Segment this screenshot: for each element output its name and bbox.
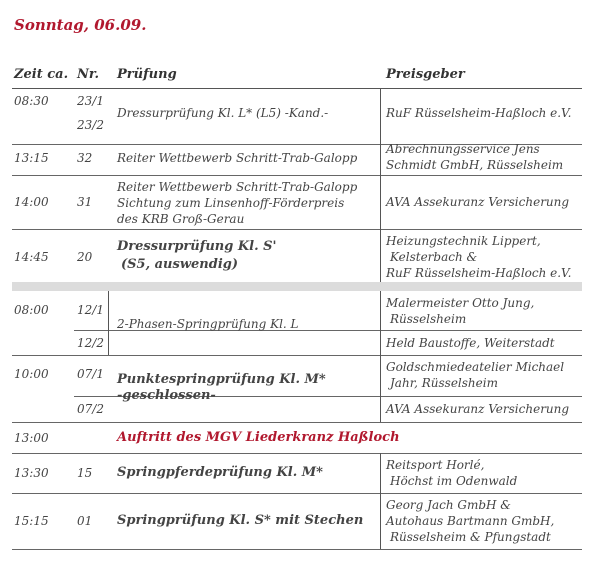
table-cell-nr: 12/1: [77, 303, 104, 317]
column-divider: [380, 493, 381, 549]
table-cell-zeit: 15:15: [14, 514, 49, 528]
column-divider: [380, 355, 381, 422]
table-cell-nr: 23/2: [77, 118, 104, 132]
table-cell-preisgeber: RuF Rüsselsheim-Haßloch e.V.: [386, 266, 572, 280]
table-cell-preisgeber: Abrechnungsservice Jens: [386, 142, 540, 156]
table-cell-pruefung: Reiter Wettbewerb Schritt-Trab-Galopp: [117, 180, 358, 194]
column-divider: [108, 291, 109, 355]
header-divider: [12, 88, 582, 89]
table-cell-nr: 12/2: [77, 336, 104, 350]
table-cell-preisgeber: Höchst im Odenwald: [390, 474, 518, 488]
table-cell-preisgeber: Reitsport Horlé,: [386, 458, 485, 472]
table-cell-preisgeber: Malermeister Otto Jung,: [386, 296, 535, 310]
table-cell-pruefung: 2-Phasen-Springprüfung Kl. L: [117, 317, 299, 331]
table-cell-pruefung: Dressurprüfung Kl. L* (L5) -Kand.-: [117, 106, 329, 120]
row-divider: [12, 422, 582, 423]
table-cell-zeit: 13:30: [14, 466, 49, 480]
table-cell-pruefung: -geschlossen-: [117, 388, 216, 403]
table-cell-preisgeber: Kelsterbach &: [390, 250, 478, 264]
table-cell-preisgeber: Heizungstechnik Lippert,: [386, 234, 541, 248]
table-cell-zeit: 13:00: [14, 431, 49, 445]
table-cell-preisgeber: Goldschmiedeatelier Michael: [386, 360, 565, 374]
column-divider: [380, 144, 381, 175]
column-header-nr: Nr.: [77, 67, 100, 82]
event-highlight: Auftritt des MGV Liederkranz Haßloch: [117, 430, 400, 445]
table-cell-pruefung: Springpferdeprüfung Kl. M*: [117, 465, 323, 480]
table-cell-nr: 23/1: [77, 94, 104, 108]
table-cell-preisgeber: AVA Assekuranz Versicherung: [386, 402, 570, 416]
table-cell-pruefung: Springprüfung Kl. S* mit Stechen: [117, 513, 364, 528]
table-cell-preisgeber: Rüsselsheim: [390, 312, 467, 326]
table-cell-nr: 07/1: [77, 367, 104, 381]
table-cell-pruefung: Reiter Wettbewerb Schritt-Trab-Galopp: [117, 151, 358, 165]
page-title: Sonntag, 06.09.: [14, 16, 147, 34]
table-cell-nr: 20: [77, 250, 93, 264]
table-cell-preisgeber: Rüsselsheim & Pfungstadt: [390, 530, 551, 544]
column-header-zeit: Zeit ca.: [14, 67, 69, 82]
table-cell-pruefung: des KRB Groß-Gerau: [117, 212, 245, 226]
table-cell-nr: 32: [77, 151, 93, 165]
table-cell-pruefung: (S5, auswendig): [121, 257, 239, 272]
table-cell-zeit: 08:30: [14, 94, 49, 108]
table-cell-preisgeber: AVA Assekuranz Versicherung: [386, 195, 570, 209]
column-header-pruefung: Prüfung: [117, 67, 177, 82]
table-cell-nr: 31: [77, 195, 93, 209]
row-divider: [12, 229, 582, 230]
column-divider: [380, 453, 381, 493]
row-divider: [12, 493, 582, 494]
row-divider: [12, 175, 582, 176]
table-cell-pruefung: Sichtung zum Linsenhoff-Förderpreis: [117, 196, 345, 210]
table-cell-zeit: 13:15: [14, 151, 49, 165]
table-bottom-rule: [12, 549, 582, 550]
table-cell-zeit: 10:00: [14, 367, 49, 381]
column-divider: [380, 88, 381, 144]
section-separator: [12, 282, 582, 291]
table-cell-pruefung: Dressurprüfung Kl. S': [117, 239, 277, 254]
column-divider: [380, 291, 381, 355]
column-divider: [380, 175, 381, 229]
table-cell-preisgeber: Autohaus Bartmann GmbH,: [386, 514, 555, 528]
row-divider: [12, 453, 582, 454]
table-cell-nr: 01: [77, 514, 93, 528]
table-cell-preisgeber: Georg Jach GmbH &: [386, 498, 511, 512]
table-cell-preisgeber: RuF Rüsselsheim-Haßloch e.V.: [386, 106, 572, 120]
table-cell-preisgeber: Schmidt GmbH, Rüsselsheim: [386, 158, 564, 172]
column-divider: [380, 229, 381, 282]
table-cell-zeit: 14:45: [14, 250, 49, 264]
table-cell-zeit: 08:00: [14, 303, 49, 317]
column-header-preisgeber: Preisgeber: [386, 67, 465, 82]
table-cell-preisgeber: Held Baustoffe, Weiterstadt: [386, 336, 555, 350]
table-cell-nr: 15: [77, 466, 93, 480]
table-cell-zeit: 14:00: [14, 195, 49, 209]
table-cell-nr: 07/2: [77, 402, 104, 416]
row-divider: [12, 355, 582, 356]
table-cell-preisgeber: Jahr, Rüsselsheim: [390, 376, 498, 390]
table-cell-pruefung: Punktespringprüfung Kl. M*: [117, 372, 326, 387]
